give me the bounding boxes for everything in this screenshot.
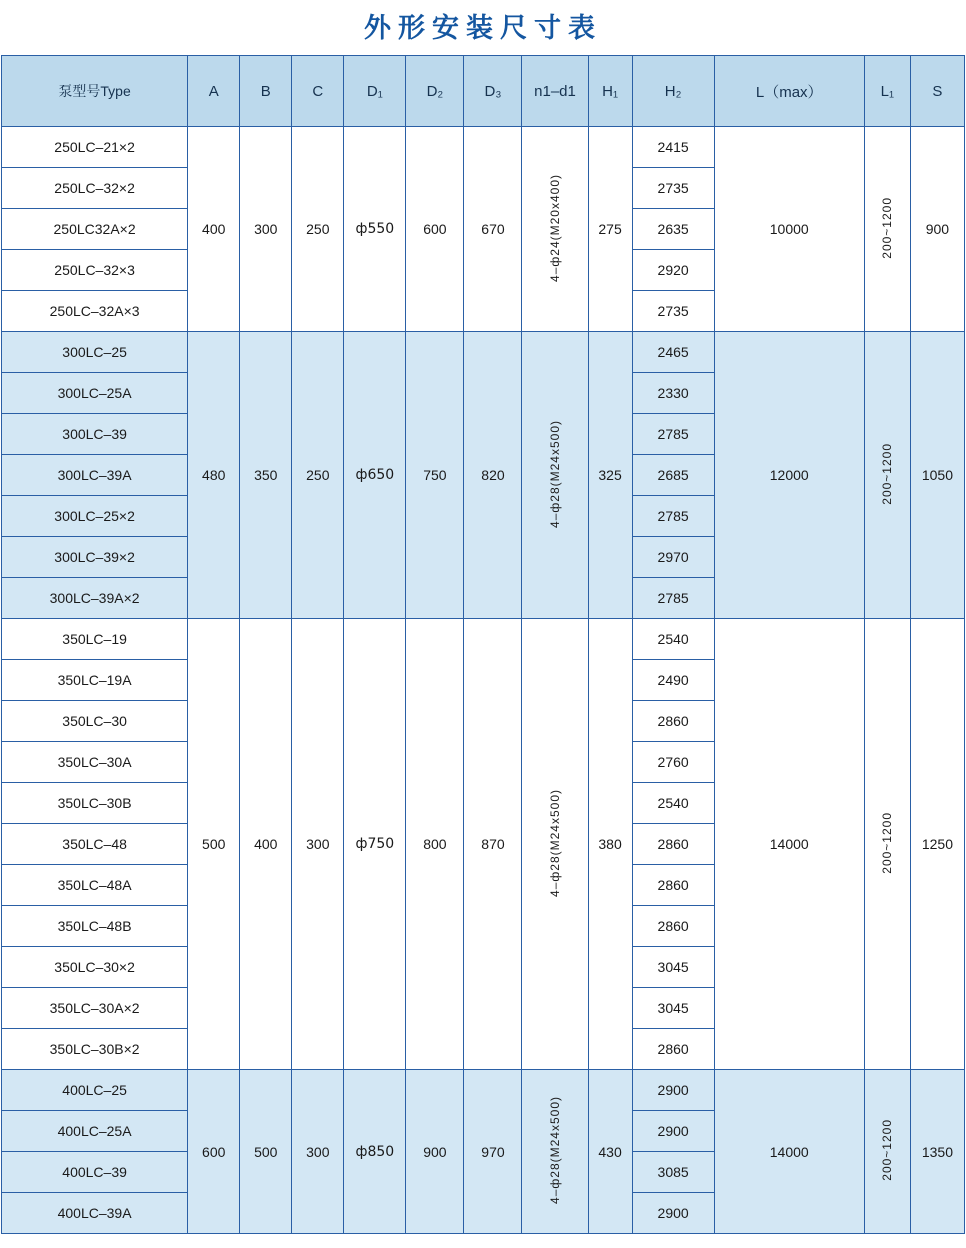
column-header-s: S [910, 56, 964, 127]
cell-d3: 970 [464, 1070, 522, 1234]
column-header-d3: D₃ [464, 56, 522, 127]
column-header-h2: H₂ [632, 56, 714, 127]
cell-lmax: 12000 [714, 332, 864, 619]
cell-h2: 2860 [632, 1029, 714, 1070]
column-header-lmax: L（max） [714, 56, 864, 127]
cell-type: 350LC–30 [2, 701, 188, 742]
cell-h2: 2785 [632, 578, 714, 619]
cell-type: 400LC–39A [2, 1193, 188, 1234]
cell-c: 250 [292, 332, 344, 619]
cell-type: 350LC–48B [2, 906, 188, 947]
table-row [2, 619, 965, 660]
cell-h1: 275 [588, 127, 632, 332]
cell-type: 400LC–39 [2, 1152, 188, 1193]
page-title: 外形安装尺寸表 [364, 13, 602, 44]
cell-lmax: 14000 [714, 619, 864, 1070]
cell-h2: 2860 [632, 865, 714, 906]
cell-b: 300 [240, 127, 292, 332]
cell-type: 250LC–21×2 [2, 127, 188, 168]
cell-type: 350LC–19A [2, 660, 188, 701]
column-header-d2: D₂ [406, 56, 464, 127]
cell-c: 250 [292, 127, 344, 332]
cell-type: 400LC–25A [2, 1111, 188, 1152]
cell-d2: 900 [406, 1070, 464, 1234]
cell-d2: 800 [406, 619, 464, 1070]
cell-h2: 2860 [632, 701, 714, 742]
cell-type: 250LC–32×3 [2, 250, 188, 291]
cell-h2: 2860 [632, 906, 714, 947]
cell-a: 600 [188, 1070, 240, 1234]
cell-d2: 750 [406, 332, 464, 619]
cell-h2: 3045 [632, 947, 714, 988]
cell-h2: 2785 [632, 496, 714, 537]
column-header-h1: H₁ [588, 56, 632, 127]
cell-l1: 200~1200 [864, 1070, 910, 1234]
cell-h1: 325 [588, 332, 632, 619]
cell-d3: 670 [464, 127, 522, 332]
cell-h2: 2635 [632, 209, 714, 250]
cell-h2: 2785 [632, 414, 714, 455]
cell-type: 350LC–48 [2, 824, 188, 865]
cell-h2: 2540 [632, 783, 714, 824]
column-header-c: C [292, 56, 344, 127]
cell-type: 300LC–39A×2 [2, 578, 188, 619]
column-header-b: B [240, 56, 292, 127]
header-row [2, 56, 965, 127]
cell-h2: 2735 [632, 291, 714, 332]
cell-h2: 2860 [632, 824, 714, 865]
cell-b: 350 [240, 332, 292, 619]
cell-h1: 430 [588, 1070, 632, 1234]
cell-lmax: 10000 [714, 127, 864, 332]
cell-s: 900 [910, 127, 964, 332]
dimensions-table [1, 55, 965, 1234]
cell-type: 300LC–39 [2, 414, 188, 455]
cell-type: 300LC–25A [2, 373, 188, 414]
table-header [2, 56, 965, 127]
table-body [2, 127, 965, 1234]
cell-type: 350LC–30×2 [2, 947, 188, 988]
cell-d3: 820 [464, 332, 522, 619]
cell-type: 250LC32A×2 [2, 209, 188, 250]
cell-type: 350LC–30B [2, 783, 188, 824]
cell-h1: 380 [588, 619, 632, 1070]
cell-d1: ф750 [344, 619, 406, 1070]
cell-d3: 870 [464, 619, 522, 1070]
cell-h2: 2685 [632, 455, 714, 496]
cell-c: 300 [292, 619, 344, 1070]
cell-l1: 200~1200 [864, 332, 910, 619]
cell-n1d1: 4–ф28(M24x500) [522, 332, 588, 619]
table-row [2, 332, 965, 373]
cell-n1d1: 4–ф28(M24x500) [522, 1070, 588, 1234]
cell-type: 350LC–30B×2 [2, 1029, 188, 1070]
cell-d2: 600 [406, 127, 464, 332]
cell-s: 1350 [910, 1070, 964, 1234]
column-header-type: 泵型号Type [2, 56, 188, 127]
cell-d1: ф550 [344, 127, 406, 332]
cell-type: 400LC–25 [2, 1070, 188, 1111]
cell-a: 500 [188, 619, 240, 1070]
spec-table-wrapper [0, 55, 966, 1234]
cell-h2: 2465 [632, 332, 714, 373]
cell-type: 300LC–25 [2, 332, 188, 373]
cell-type: 300LC–39×2 [2, 537, 188, 578]
cell-h2: 2735 [632, 168, 714, 209]
cell-h2: 2920 [632, 250, 714, 291]
cell-lmax: 14000 [714, 1070, 864, 1234]
column-header-d1: D₁ [344, 56, 406, 127]
cell-h2: 2900 [632, 1070, 714, 1111]
cell-type: 300LC–39A [2, 455, 188, 496]
cell-type: 350LC–30A [2, 742, 188, 783]
cell-type: 300LC–25×2 [2, 496, 188, 537]
column-header-a: A [188, 56, 240, 127]
cell-n1d1: 4–ф28(M24x500) [522, 619, 588, 1070]
table-row [2, 1070, 965, 1111]
cell-type: 250LC–32×2 [2, 168, 188, 209]
cell-type: 350LC–48A [2, 865, 188, 906]
cell-h2: 2415 [632, 127, 714, 168]
cell-type: 350LC–19 [2, 619, 188, 660]
table-row [2, 127, 965, 168]
cell-b: 500 [240, 1070, 292, 1234]
cell-b: 400 [240, 619, 292, 1070]
cell-a: 400 [188, 127, 240, 332]
cell-h2: 2900 [632, 1193, 714, 1234]
cell-a: 480 [188, 332, 240, 619]
cell-h2: 2490 [632, 660, 714, 701]
cell-d1: ф850 [344, 1070, 406, 1234]
cell-type: 350LC–30A×2 [2, 988, 188, 1029]
cell-l1: 200~1200 [864, 619, 910, 1070]
cell-h2: 2970 [632, 537, 714, 578]
cell-h2: 2330 [632, 373, 714, 414]
cell-d1: ф650 [344, 332, 406, 619]
cell-h2: 3045 [632, 988, 714, 1029]
cell-s: 1250 [910, 619, 964, 1070]
cell-l1: 200~1200 [864, 127, 910, 332]
cell-h2: 2760 [632, 742, 714, 783]
cell-h2: 2540 [632, 619, 714, 660]
cell-c: 300 [292, 1070, 344, 1234]
column-header-n1d1: n1–d1 [522, 56, 588, 127]
cell-h2: 2900 [632, 1111, 714, 1152]
cell-h2: 3085 [632, 1152, 714, 1193]
cell-s: 1050 [910, 332, 964, 619]
cell-n1d1: 4–ф24(M20x400) [522, 127, 588, 332]
column-header-l1: L₁ [864, 56, 910, 127]
cell-type: 250LC–32A×3 [2, 291, 188, 332]
